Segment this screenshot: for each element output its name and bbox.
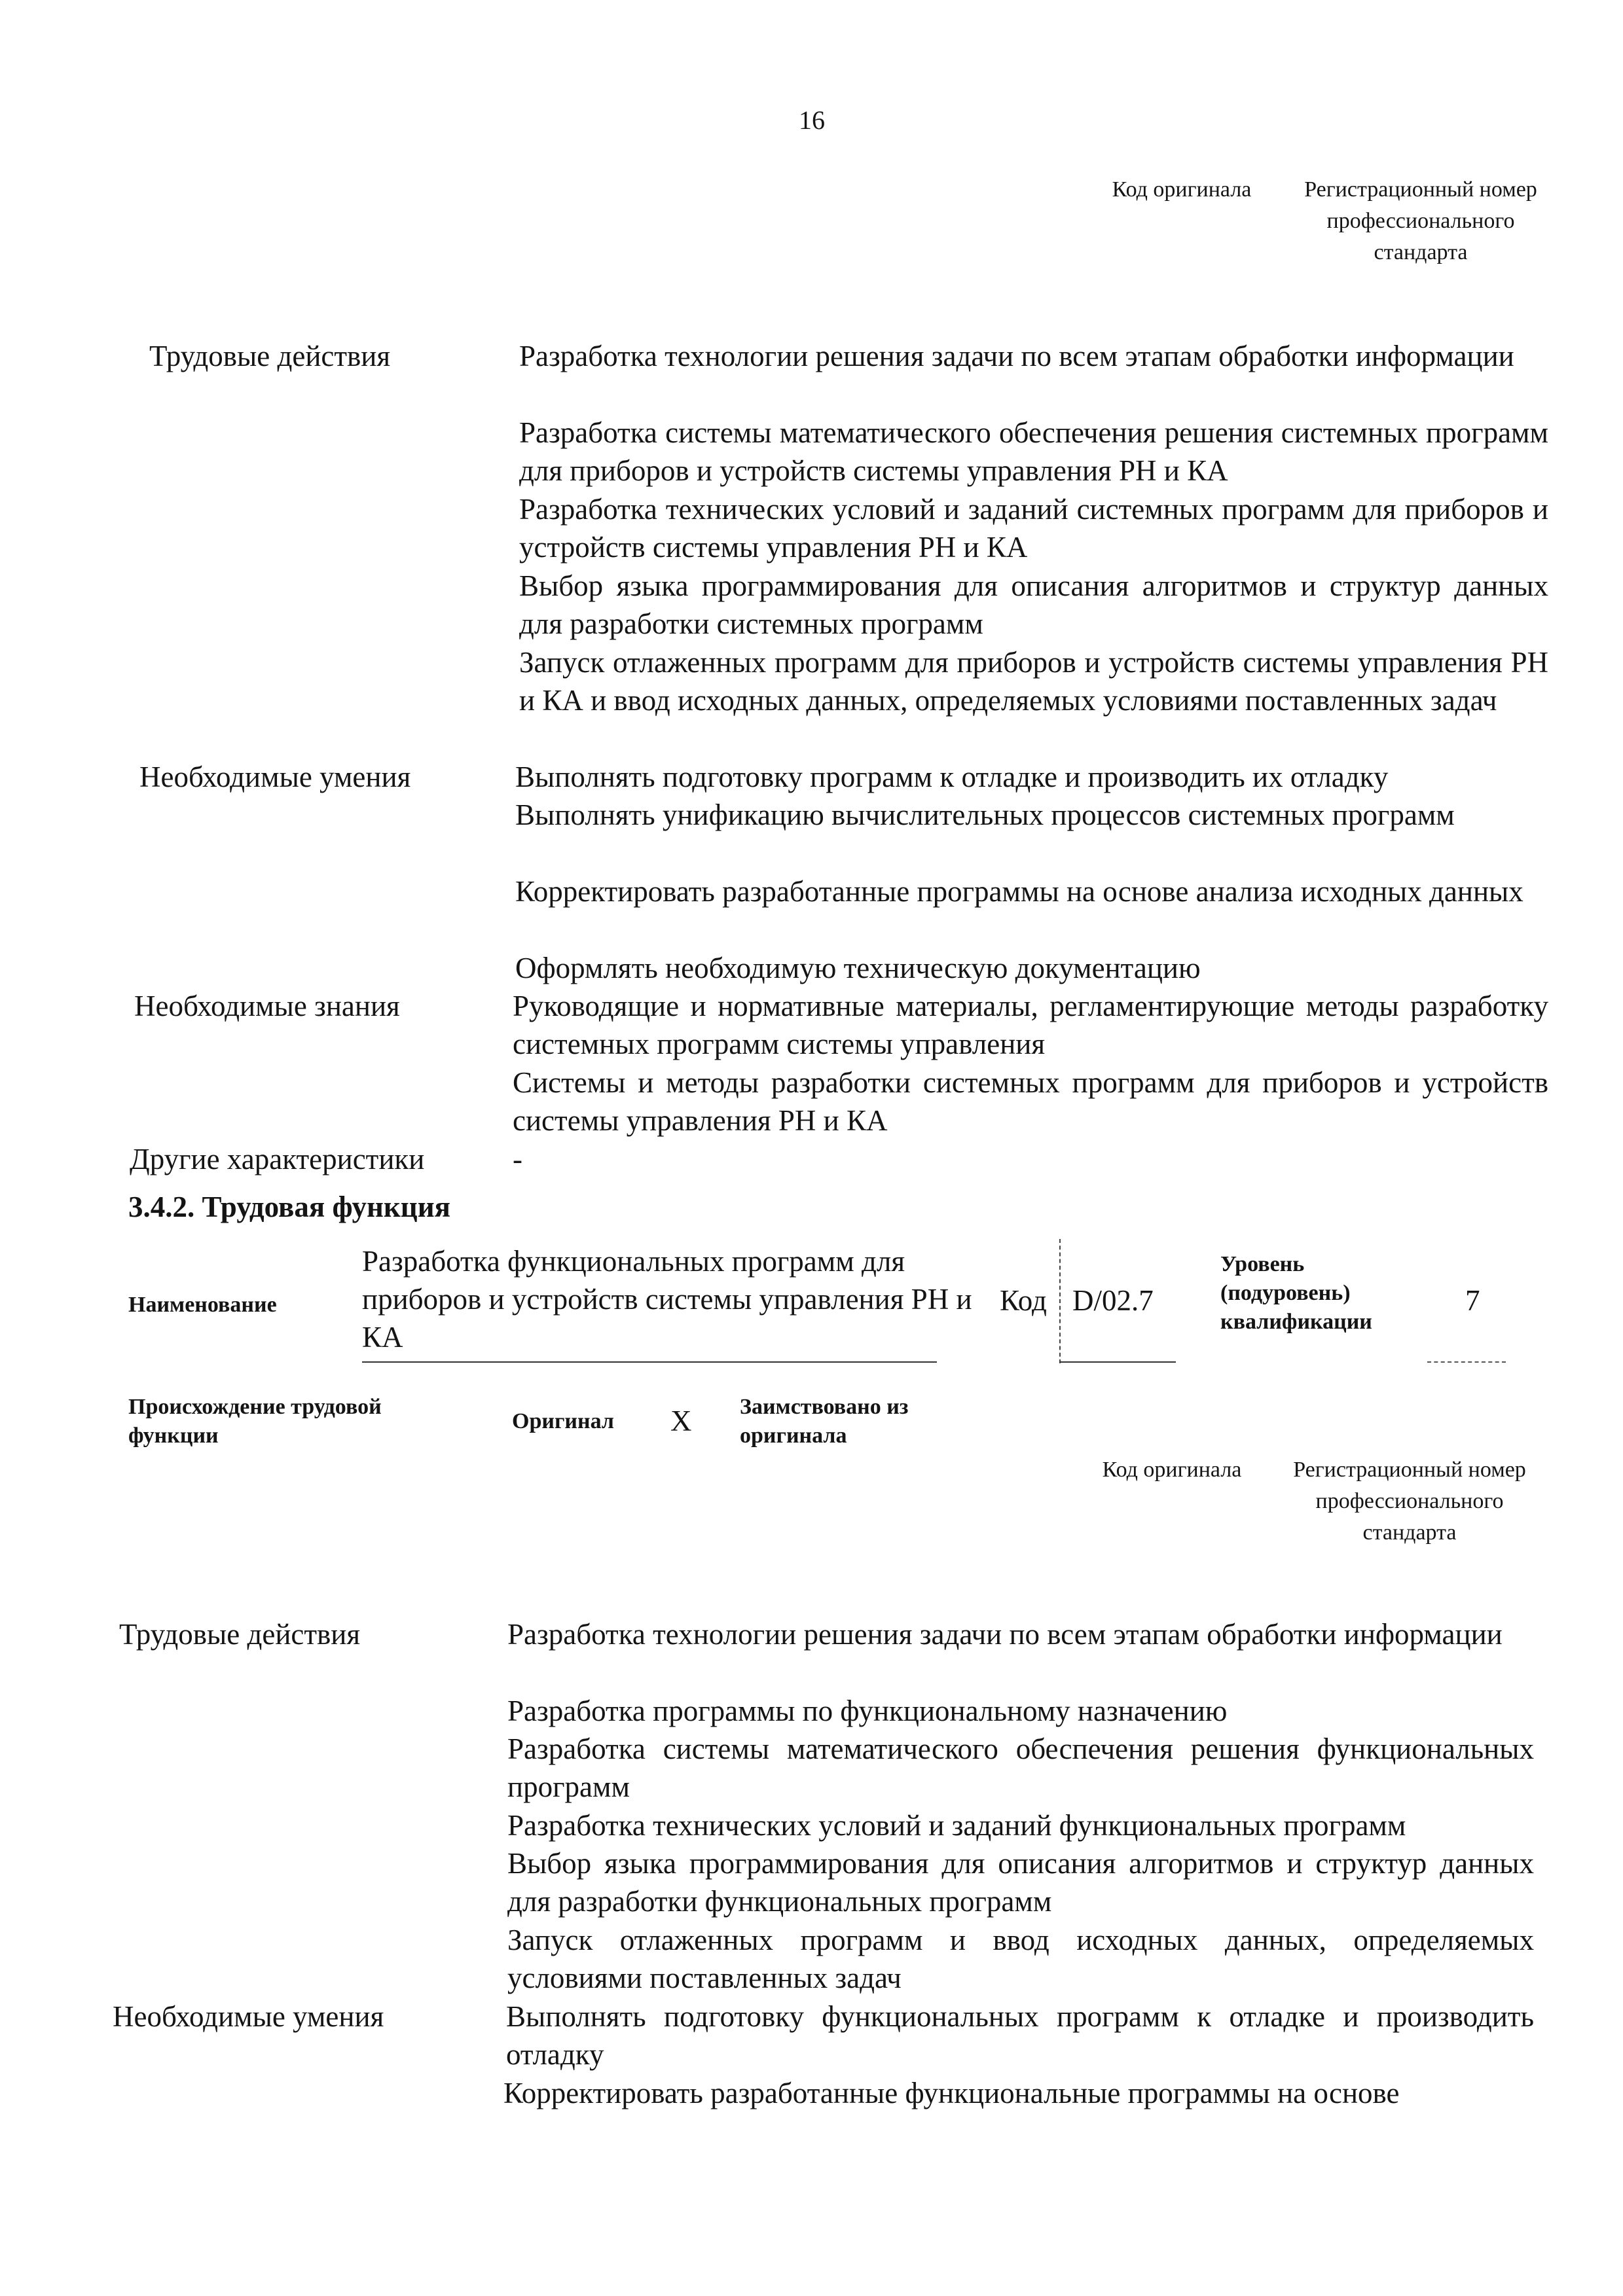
skill-item: Корректировать разработанные функциональные программы на основе (503, 2077, 1400, 2109)
level-underline (1427, 1361, 1506, 1363)
labor-action-item: Разработка системы математического обеспечения решения функциональных программ (507, 1732, 1534, 1803)
labor-action-item: Запуск отлаженных программ и ввод исходных данных, определяемых условиями поставленных задач (507, 1924, 1534, 1994)
skill-item: Выполнять подготовку программ к отладке и производить их отладку (515, 761, 1389, 793)
knowledge-item: Системы и методы разработки системных программ для приборов и устройств системы управления РН и КА (513, 1066, 1548, 1137)
labor-action-item: Разработка технических условий и заданий функциональных программ (507, 1809, 1406, 1842)
page-number: 16 (799, 105, 825, 135)
labor-action-item: Разработка технологии решения задачи по всем этапам обработки информации (519, 340, 1514, 372)
qualification-level-label: Уровень (подуровень) квалификации (1220, 1252, 1372, 1334)
origin-label: Происхождение трудовой функции (128, 1395, 382, 1448)
other-characteristics-value: - (513, 1143, 522, 1175)
function-code-value: D/02.7 (1072, 1284, 1154, 1317)
knowledge-label: Необходимые знания (134, 990, 400, 1022)
borrowed-label: Заимствовано из оригинала (740, 1395, 909, 1448)
original-label: Оригинал (512, 1409, 614, 1433)
code-underline (1059, 1361, 1176, 1363)
skill-item: Выполнять подготовку функциональных программ к отладке и производить отладку (506, 2000, 1534, 2071)
function-name-value: Разработка функциональных программ для приборов и устройств системы управления РН и КА (362, 1245, 972, 1354)
labor-action-item: Разработка программы по функциональному назначению (507, 1695, 1228, 1727)
labor-action-item: Выбор языка программирования для описания алгоритмов и структур данных для разработки функциональных программ (507, 1847, 1534, 1918)
skills-label-2: Необходимые умения (113, 2000, 384, 2033)
labor-action-item: Разработка системы математического обеспечения решения системных программ для приборов и устройств системы управления РН и КА (519, 416, 1548, 487)
function-code-label: Код (1000, 1284, 1047, 1317)
labor-action-item: Разработка технических условий и заданий системных программ для приборов и устройств системы управления РН и КА (519, 493, 1548, 564)
labor-action-item: Запуск отлаженных программ для приборов и устройств системы управления РН и КА и ввод исходных данных, определяемых условиями поставленных задач (519, 646, 1548, 717)
code-box-divider (1059, 1239, 1061, 1363)
labor-actions-label: Трудовые действия (149, 340, 391, 372)
original-code-header: Код оригинала (1112, 177, 1252, 202)
registration-number-header-2: Регистрационный номер профессионального стандарта (1293, 1458, 1526, 1545)
skill-item: Выполнять унификацию вычислительных процессов системных программ (515, 798, 1455, 831)
skill-item: Оформлять необходимую техническую документацию (515, 952, 1201, 984)
knowledge-item: Руководящие и нормативные материалы, регламентирующие методы разработку системных программ системы управления (513, 990, 1548, 1060)
qualification-level-value: 7 (1465, 1284, 1480, 1317)
original-mark: X (670, 1405, 692, 1437)
skills-label: Необходимые умения (139, 761, 411, 793)
labor-action-item: Выбор языка программирования для описания алгоритмов и структур данных для разработки системных программ (519, 569, 1548, 640)
section-title: 3.4.2. Трудовая функция (128, 1191, 451, 1223)
function-name-label: Наименование (128, 1293, 277, 1317)
registration-number-header: Регистрационный номер профессионального стандарта (1304, 177, 1537, 264)
function-name-underline (362, 1361, 937, 1363)
original-code-header-2: Код оригинала (1102, 1458, 1242, 1482)
other-characteristics-label: Другие характеристики (130, 1143, 425, 1175)
skill-item: Корректировать разработанные программы на основе анализа исходных данных (515, 875, 1523, 908)
labor-actions-label-2: Трудовые действия (119, 1618, 361, 1651)
labor-action-item: Разработка технологии решения задачи по всем этапам обработки информации (507, 1618, 1503, 1651)
